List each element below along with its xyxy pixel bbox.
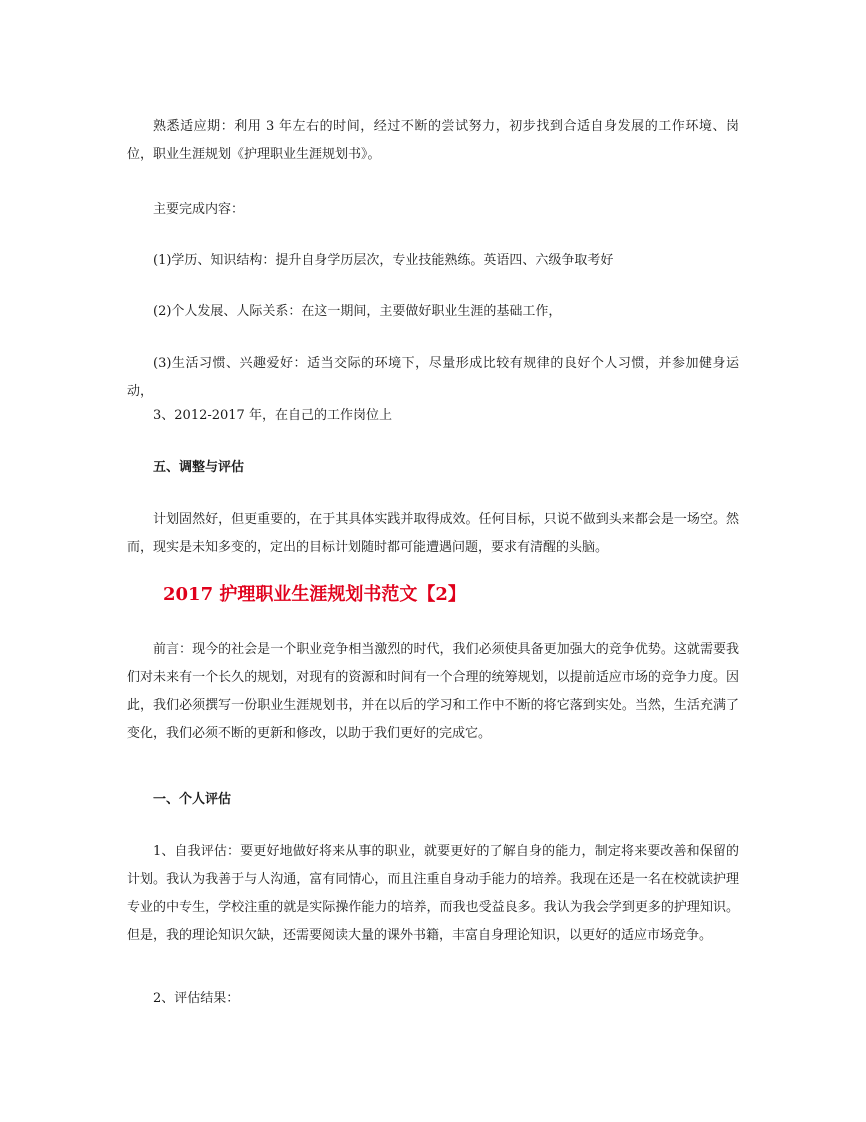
paragraph-preface: 前言：现今的社会是一个职业竞争相当激烈的时代，我们必须使具备更加强大的竞争优势。这就需要我们对未来有一个长久的规划，对现有的资源和时间有一个合理的统筹规划，以提前适应市场的竞争力度。因此，我们必须撰写一份职业生涯规划书，并在以后的学习和工作中不断的将它落到实处。当然，生活充满了变化，我们必须不断的更新和修改，以助于我们更好的完成它。	[127, 642, 739, 741]
list-item-habits: (3)生活习惯、兴趣爱好：适当交际的环境下，尽量形成比较有规律的良好个人习惯，并参加健身运动，	[127, 356, 739, 399]
paragraph-adjust-body: 计划固然好，但更重要的，在于其具体实践并取得成效。任何目标，只说不做到头来都会是一场空。然而，现实是未知多变的，定出的目标计划随时都可能遭遇问题，要求有清醒的头脑。	[127, 512, 739, 555]
paragraph-familiar-period: 熟悉适应期：利用 3 年左右的时间，经过不断的尝试努力，初步找到合适自身发展的工作环境、岗位，职业生涯规划《护理职业生涯规划书》。	[127, 119, 739, 162]
paragraph-evaluation-result: 2、评估结果：	[153, 991, 240, 1006]
heading-adjust-evaluate: 五、调整与评估	[153, 460, 245, 475]
paragraph-self-evaluation: 1、自我评估：要更好地做好将来从事的职业，就要更好的了解自身的能力，制定将来要改善和保留的计划。我认为我善于与人沟通，富有同情心，而且注重自身动手能力的培养。我现在还是一名在校就读护理专业的中专生，学校注重的就是实际操作能力的培养，而我也受益良多。我认为我会学到更多的护理知识。但是，我的理论知识欠缺，还需要阅读大量的课外书籍，丰富自身理论知识，以更好的适应市场竞争。	[127, 844, 739, 943]
heading-personal-evaluation: 一、个人评估	[153, 792, 232, 807]
list-item-stage-3: 3、2012-2017 年，在自己的工作岗位上	[153, 408, 392, 423]
list-item-personal-development: (2)个人发展、人际关系：在这一期间，主要做好职业生涯的基础工作，	[153, 304, 562, 319]
list-item-education: (1)学历、知识结构：提升自身学历层次，专业技能熟练。英语四、六级争取考好	[153, 253, 614, 268]
paragraph-main-content-label: 主要完成内容：	[153, 202, 245, 217]
article-title: 2017 护理职业生涯规划书范文【2】	[163, 584, 466, 605]
